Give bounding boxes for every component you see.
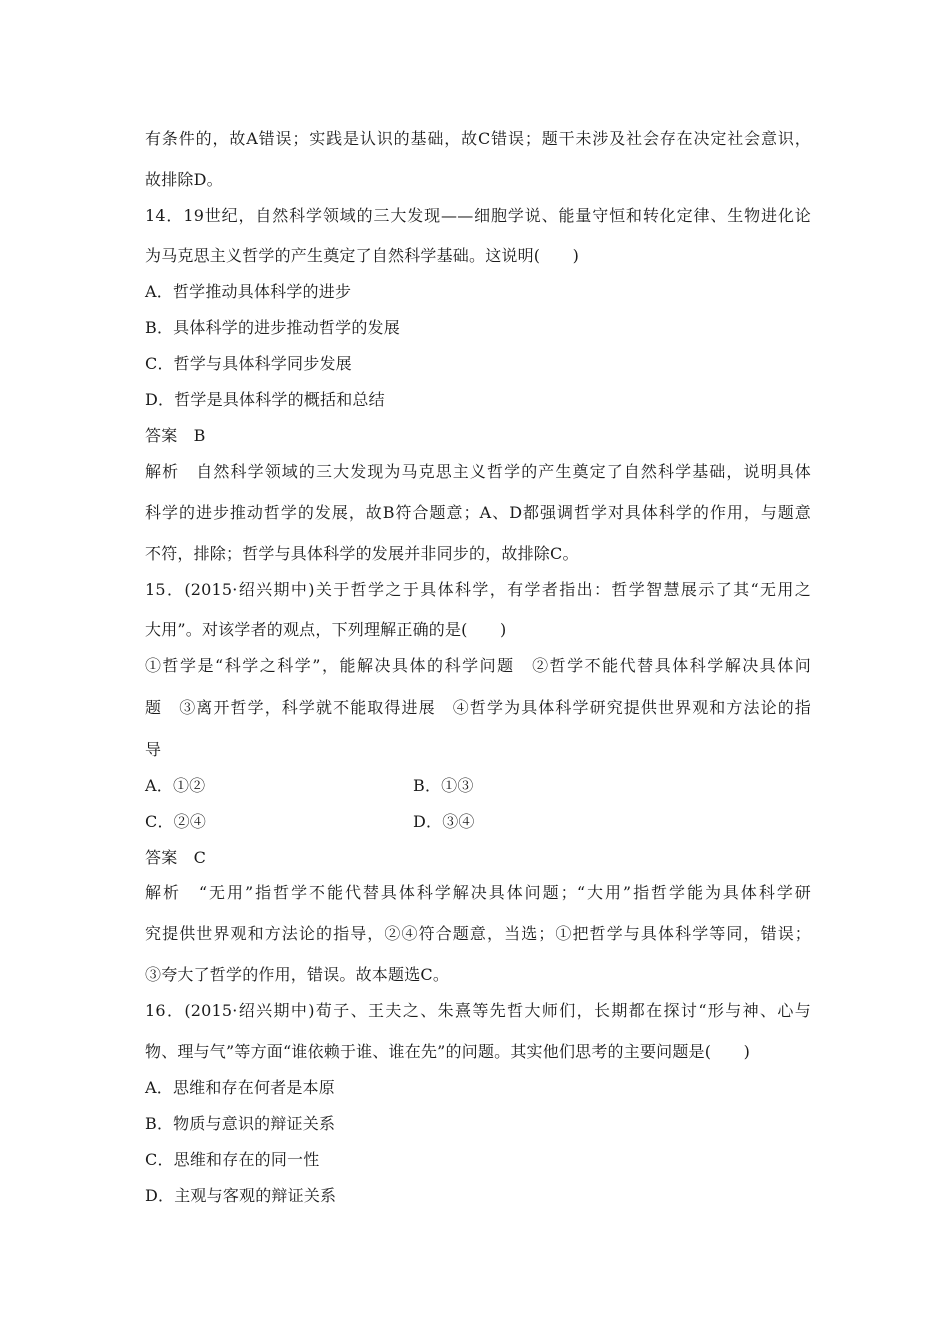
- q16-stem-line-1: 16．(2015·绍兴期中)荀子、王夫之、朱熹等先哲大师们，长期都在探讨“形与神、心与: [145, 1001, 811, 1020]
- q15-statements-line-3: 导: [145, 740, 162, 759]
- prev-analysis-line-2: 故排除D。: [145, 170, 223, 189]
- q15-option-a: A．①②: [145, 776, 206, 795]
- q14-analysis-line-1: 解析 自然科学领域的三大发现为马克思主义哲学的产生奠定了自然科学基础，说明具体: [145, 462, 811, 481]
- q14-analysis-line-2: 科学的进步推动哲学的发展，故B符合题意；A、D都强调哲学对具体科学的作用，与题意: [145, 503, 811, 522]
- q15-statements-line-1: ①哲学是“科学之科学”，能解决具体的科学问题 ②哲学不能代替具体科学解决具体问: [145, 656, 811, 675]
- q15-analysis-line-1: 解析 “无用”指哲学不能代替具体科学解决具体问题；“大用”指哲学能为具体科学研: [145, 883, 811, 902]
- q15-stem-line-1: 15．(2015·绍兴期中)关于哲学之于具体科学，有学者指出：哲学智慧展示了其“无用之: [145, 580, 811, 599]
- q14-option-b: B．具体科学的进步推动哲学的发展: [145, 318, 400, 337]
- q15-option-d: D．③④: [413, 812, 475, 831]
- q14-analysis-line-3: 不符，排除；哲学与具体科学的发展并非同步的，故排除C。: [145, 544, 579, 563]
- q16-option-a: A．思维和存在何者是本原: [145, 1078, 335, 1097]
- q15-stem-line-2: 大用”。对该学者的观点，下列理解正确的是( ): [145, 620, 507, 639]
- q15-option-b: B．①③: [413, 776, 474, 795]
- q15-statements-line-2: 题 ③离开哲学，科学就不能取得进展 ④哲学为具体科学研究提供世界观和方法论的指: [145, 698, 811, 717]
- q16-option-b: B．物质与意识的辩证关系: [145, 1114, 336, 1133]
- q14-option-a: A．哲学推动具体科学的进步: [145, 282, 352, 301]
- q14-option-d: D．哲学是具体科学的概括和总结: [145, 390, 385, 409]
- q14-answer: 答案 B: [145, 426, 206, 445]
- q15-analysis-line-3: ③夸大了哲学的作用，错误。故本题选C。: [145, 965, 450, 984]
- q16-stem-line-2: 物、理与气”等方面“谁依赖于谁、谁在先”的问题。其实他们思考的主要问题是( ): [145, 1042, 751, 1061]
- q15-answer: 答案 C: [145, 848, 207, 867]
- q15-analysis-line-2: 究提供世界观和方法论的指导，②④符合题意，当选；①把哲学与具体科学等同，错误；: [145, 924, 811, 943]
- q16-option-c: C．思维和存在的同一性: [145, 1150, 320, 1169]
- prev-analysis-line-1: 有条件的，故A错误；实践是认识的基础，故C错误；题干未涉及社会存在决定社会意识，: [145, 129, 811, 148]
- q14-stem-line-1: 14．19世纪，自然科学领域的三大发现——细胞学说、能量守恒和转化定律、生物进化论: [145, 206, 811, 225]
- q14-option-c: C．哲学与具体科学同步发展: [145, 354, 352, 373]
- q16-option-d: D．主观与客观的辩证关系: [145, 1186, 337, 1205]
- q15-option-c: C．②④: [145, 812, 207, 831]
- q14-stem-line-2: 为马克思主义哲学的产生奠定了自然科学基础。这说明( ): [145, 246, 580, 265]
